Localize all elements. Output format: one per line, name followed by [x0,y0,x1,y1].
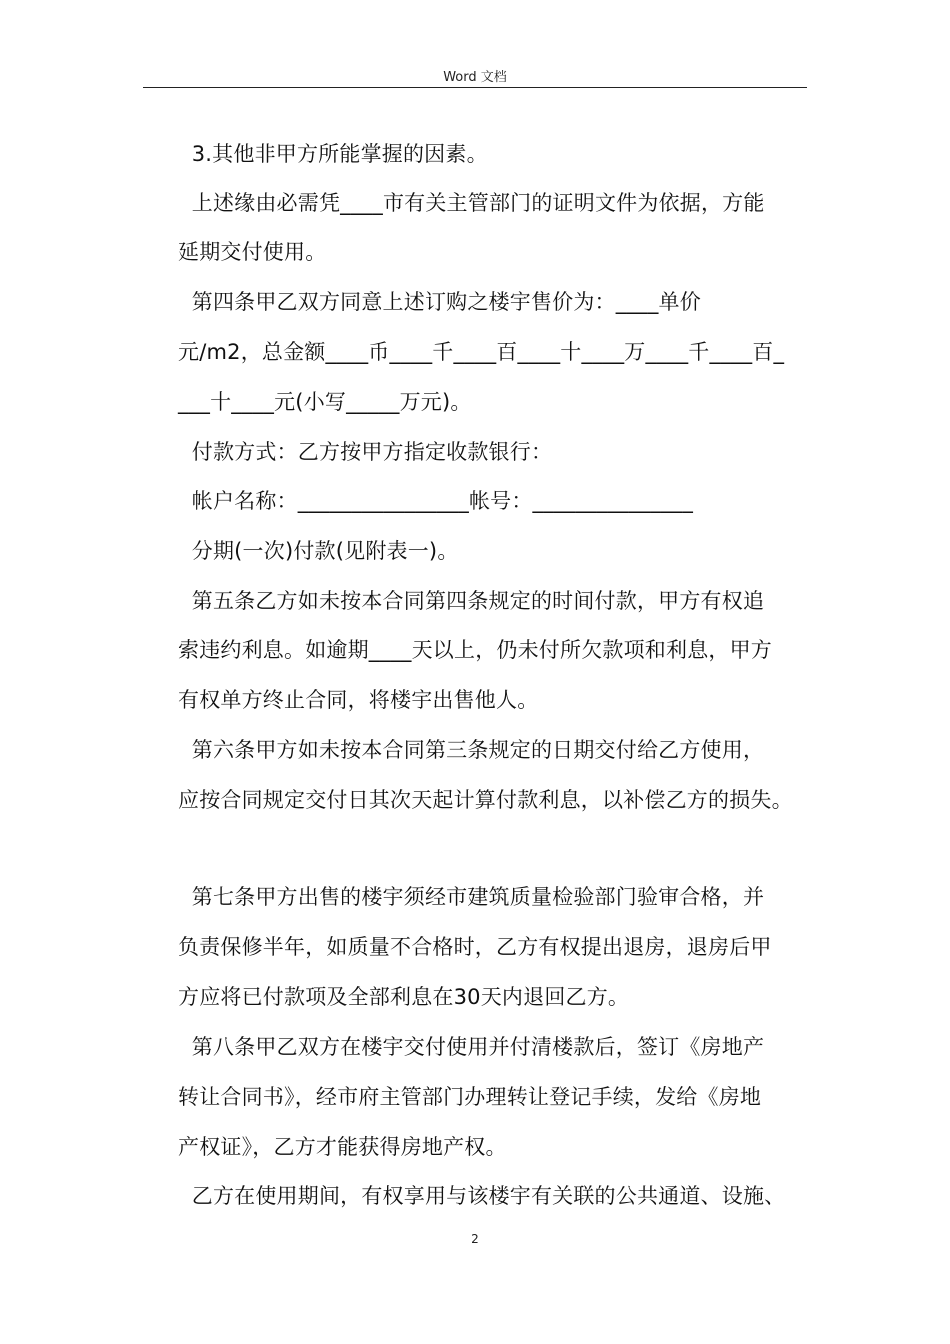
paragraph-line: 上述缘由必需凭____市有关主管部门的证明文件为依据，方能 [178,191,765,215]
page-number: 2 [471,1232,479,1246]
paragraph-line: 3.其他非甲方所能掌握的因素。 [178,142,488,166]
paragraph-line: 付款方式：乙方按甲方指定收款银行： [178,440,553,464]
paragraph-line: 产权证》，乙方才能获得房地产权。 [178,1135,507,1159]
paragraph-line: 转让合同书》，经市府主管部门办理转让登记手续，发给《房地 [178,1085,762,1109]
paragraph-line: 帐户名称：________________帐号：_______________ [178,489,694,513]
page-header: Word 文档 [443,70,507,85]
paragraph-line: 有权单方终止合同，将楼宇出售他人。 [178,688,539,712]
paragraph-line: 第七条甲方出售的楼宇须经市建筑质量检验部门验审合格，并 [178,885,765,909]
paragraph-line: 第四条甲乙双方同意上述订购之楼宇售价为：____单价 [178,290,701,314]
paragraph-line: 负责保修半年，如质量不合格时，乙方有权提出退房，退房后甲 [178,935,772,959]
paragraph-line: 第六条甲方如未按本合同第三条规定的日期交付给乙方使用， [178,738,765,762]
paragraph-line: 第八条甲乙双方在楼宇交付使用并付清楼款后，签订《房地产 [178,1035,765,1059]
paragraph-line: 乙方在使用期间，有权享用与该楼宇有关联的公共通道、设施、 [178,1184,786,1208]
paragraph-line: 分期(一次)付款(见附表一)。 [178,539,459,563]
paragraph-line: 第五条乙方如未按本合同第四条规定的时间付款，甲方有权追 [178,589,765,613]
paragraph-line: 延期交付使用。 [178,240,327,264]
paragraph-line: 应按合同规定交付日其次天起计算付款利息，以补偿乙方的损失。 [178,788,793,812]
paragraph-line: ___十____元(小写_____万元)。 [178,390,472,414]
header-divider [143,87,807,88]
paragraph-line: 元/m2，总金额____币____千____百____十____万____千____百_ [178,340,785,364]
paragraph-line: 索违约利息。如逾期____天以上，仍未付所欠款项和利息，甲方 [178,638,772,662]
paragraph-line: 方应将已付款项及全部利息在30天内退回乙方。 [178,985,630,1009]
